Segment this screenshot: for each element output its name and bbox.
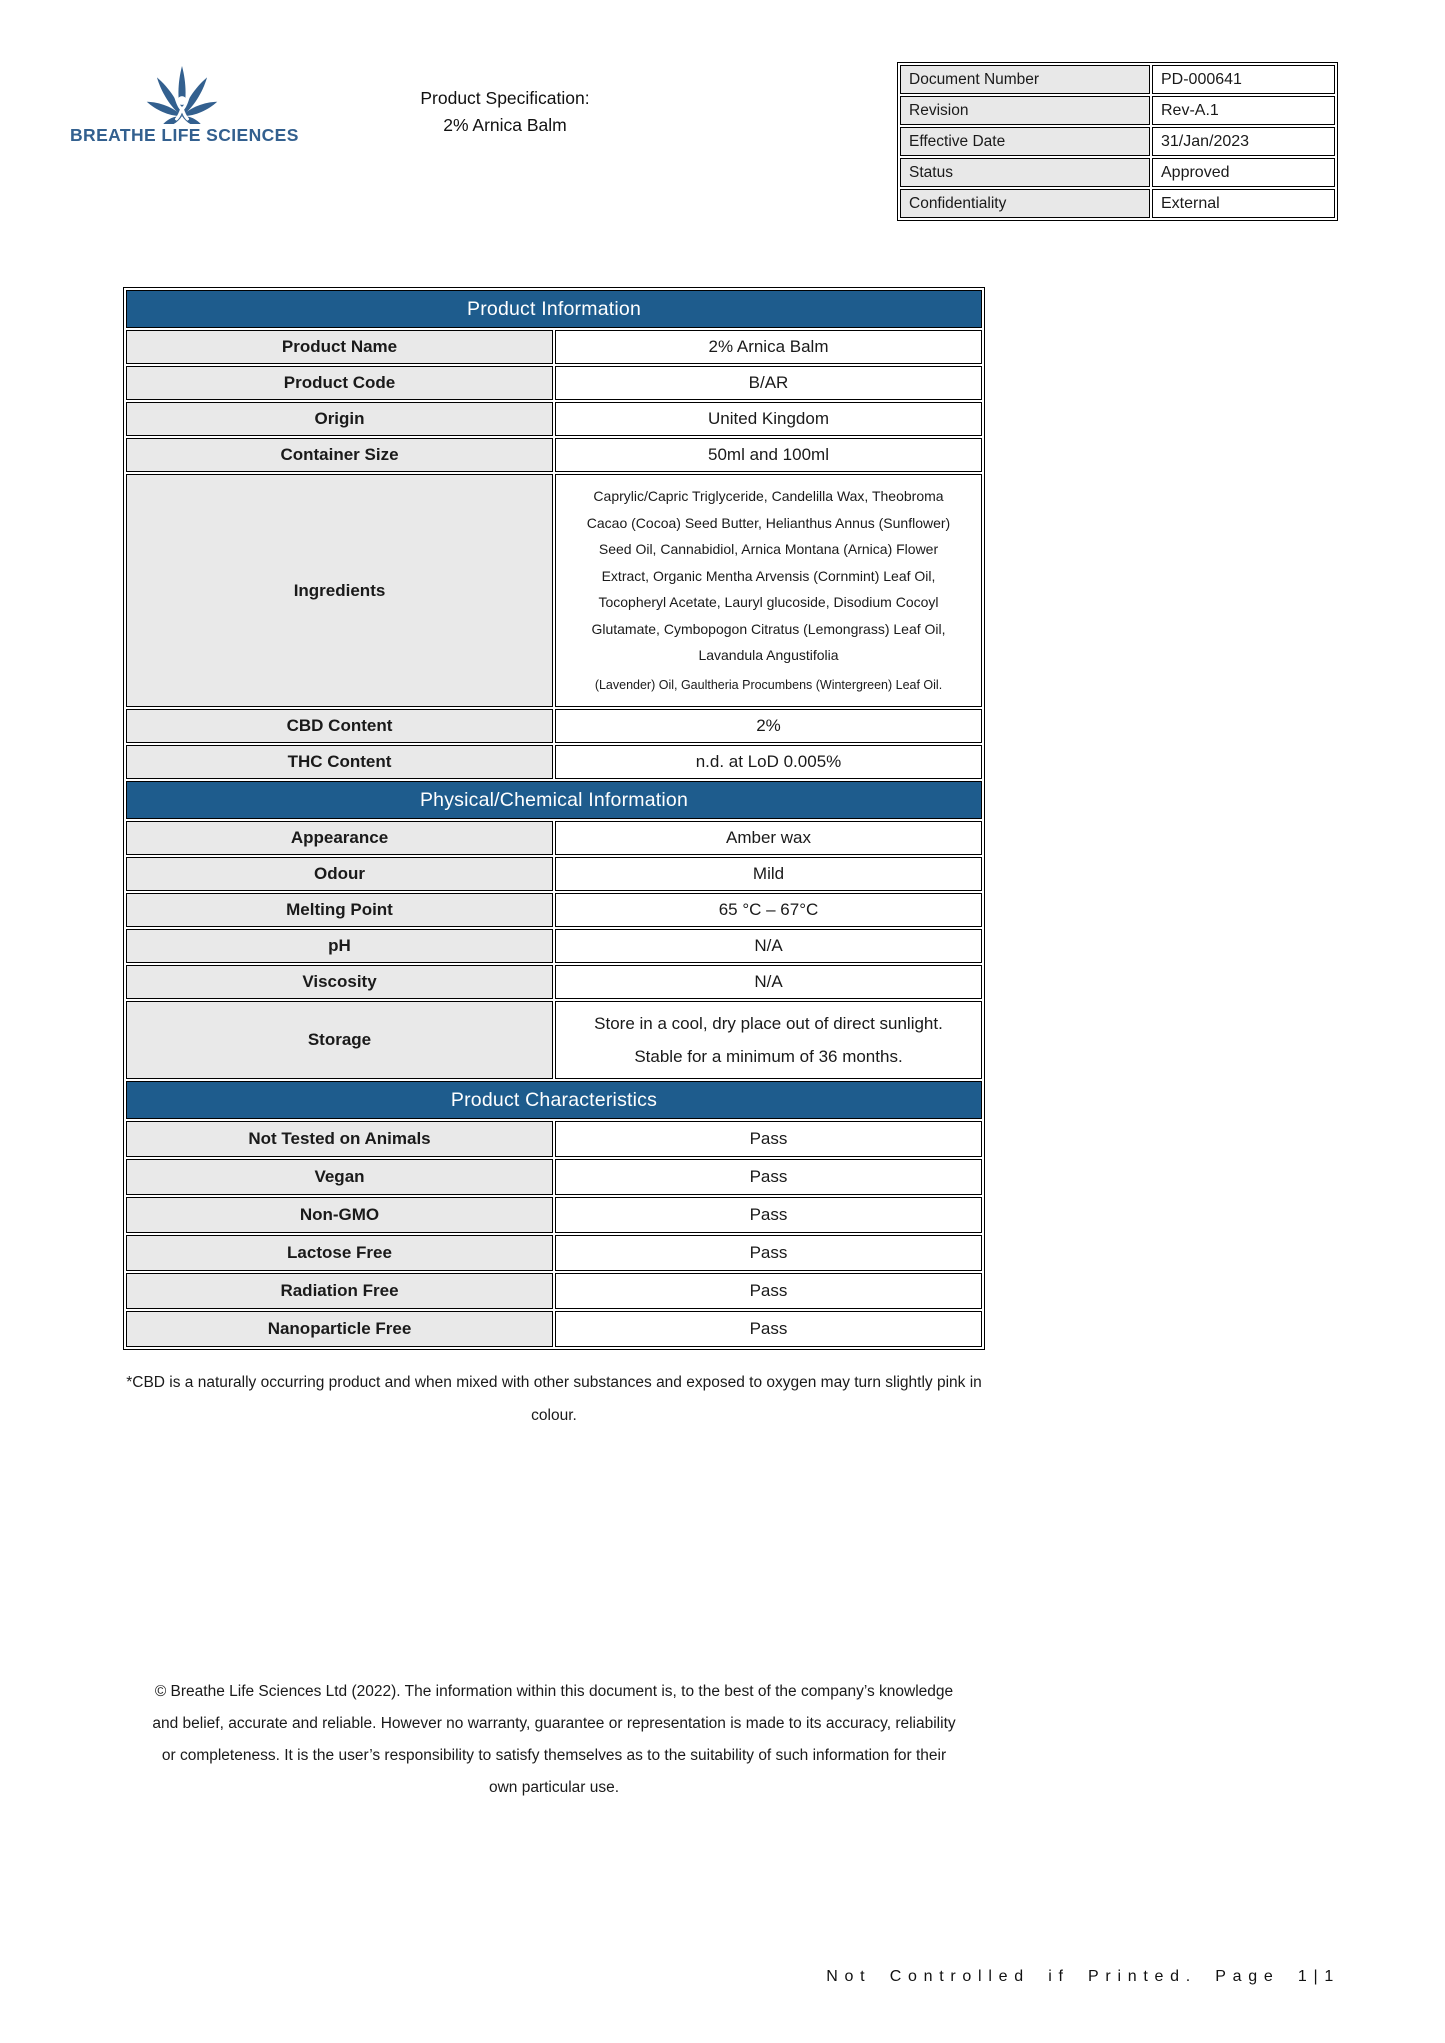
ingredients-small-text: (Lavender) Oil, Gaultheria Procumbens (Wintergreen) Leaf Oil. bbox=[594, 677, 943, 692]
doc-info-value: External bbox=[1152, 189, 1335, 218]
spec-label: Origin bbox=[126, 402, 553, 436]
spec-label: THC Content bbox=[126, 745, 553, 779]
spec-value: B/AR bbox=[555, 366, 982, 400]
spec-value: Pass bbox=[555, 1197, 982, 1233]
spec-row bbox=[126, 821, 982, 855]
spec-label: Vegan bbox=[126, 1159, 553, 1195]
doc-info-body bbox=[900, 65, 1335, 218]
doc-info-row bbox=[900, 158, 1335, 187]
spec-row bbox=[126, 709, 982, 743]
page-title bbox=[355, 85, 655, 139]
cannabis-leaf-icon bbox=[107, 58, 257, 124]
doc-info-value: Rev-A.1 bbox=[1152, 96, 1335, 125]
section-header: Product Characteristics bbox=[126, 1081, 982, 1119]
section-header-row bbox=[126, 1081, 982, 1119]
spec-label: Product Code bbox=[126, 366, 553, 400]
doc-info-label: Effective Date bbox=[900, 127, 1150, 156]
spec-label: Container Size bbox=[126, 438, 553, 472]
spec-label: pH bbox=[126, 929, 553, 963]
spec-value: Mild bbox=[555, 857, 982, 891]
spec-value: United Kingdom bbox=[555, 402, 982, 436]
spec-row bbox=[126, 438, 982, 472]
spec-row bbox=[126, 1121, 982, 1157]
doc-info-row bbox=[900, 127, 1335, 156]
spec-row bbox=[126, 1159, 982, 1195]
doc-info-value: 31/Jan/2023 bbox=[1152, 127, 1335, 156]
doc-info-row bbox=[900, 65, 1335, 94]
spec-row bbox=[126, 1273, 982, 1309]
spec-row bbox=[126, 330, 982, 364]
section-header: Physical/Chemical Information bbox=[126, 781, 982, 819]
doc-info-table bbox=[897, 62, 1338, 221]
spec-value: 65 °C – 67°C bbox=[555, 893, 982, 927]
spec-value: n.d. at LoD 0.005% bbox=[555, 745, 982, 779]
spec-label: Ingredients bbox=[126, 474, 553, 707]
spec-table-body bbox=[126, 290, 982, 1347]
doc-info-label: Document Number bbox=[900, 65, 1150, 94]
logo bbox=[70, 58, 299, 146]
page-title-line2: 2% Arnica Balm bbox=[443, 115, 567, 135]
spec-row bbox=[126, 1235, 982, 1271]
spec-row bbox=[126, 1001, 982, 1079]
spec-label: Appearance bbox=[126, 821, 553, 855]
section-header-row bbox=[126, 290, 982, 328]
spec-value: Amber wax bbox=[555, 821, 982, 855]
brand-text: BREATHE LIFE SCIENCES bbox=[70, 125, 299, 145]
doc-info-value: PD-000641 bbox=[1152, 65, 1335, 94]
spec-label: Nanoparticle Free bbox=[126, 1311, 553, 1347]
doc-info-label: Confidentiality bbox=[900, 189, 1150, 218]
spec-value: Pass bbox=[555, 1159, 982, 1195]
spec-row bbox=[126, 929, 982, 963]
spec-row bbox=[126, 893, 982, 927]
spec-value bbox=[555, 474, 982, 707]
spec-row bbox=[126, 402, 982, 436]
spec-label: Not Tested on Animals bbox=[126, 1121, 553, 1157]
spec-label: Storage bbox=[126, 1001, 553, 1079]
doc-info-value: Approved bbox=[1152, 158, 1335, 187]
cbd-footnote: *CBD is a naturally occurring product and when mixed with other substances and exposed to oxygen may turn slightly pink in colour. bbox=[126, 1374, 982, 1424]
spec-value: N/A bbox=[555, 965, 982, 999]
spec-label: Odour bbox=[126, 857, 553, 891]
spec-row bbox=[126, 366, 982, 400]
page-title-line1: Product Specification: bbox=[420, 88, 590, 108]
spec-row bbox=[126, 745, 982, 779]
spec-row bbox=[126, 965, 982, 999]
spec-value: Pass bbox=[555, 1311, 982, 1347]
spec-value: Pass bbox=[555, 1235, 982, 1271]
ingredients-main-text: Caprylic/Capric Triglyceride, Candelilla Wax, Theobroma Cacao (Cocoa) Seed Butter, Helianthus Annus (Sunflower) Seed Oil, Cannabidiol, Arnica Montana (Arnica) Flower Extract, Organic Mentha Arvensis (Cornmint) Leaf Oil, Tocopheryl Acetate, Lauryl glucoside, Disodium Cocoyl Glutamate, Cymbopogon Citratus (Lemongrass) Leaf Oil, Lavandula Angustifolia bbox=[586, 488, 951, 663]
spec-value: N/A bbox=[555, 929, 982, 963]
doc-info-row bbox=[900, 189, 1335, 218]
section-header: Product Information bbox=[126, 290, 982, 328]
doc-info-row bbox=[900, 96, 1335, 125]
spec-value: 2% Arnica Balm bbox=[555, 330, 982, 364]
spec-value: 50ml and 100ml bbox=[555, 438, 982, 472]
doc-info-label: Status bbox=[900, 158, 1150, 187]
page-footer: Not Controlled if Printed. Page 1|1 bbox=[826, 1968, 1340, 1985]
spec-label: CBD Content bbox=[126, 709, 553, 743]
section-header-row bbox=[126, 781, 982, 819]
doc-info-label: Revision bbox=[900, 96, 1150, 125]
spec-table bbox=[123, 287, 985, 1350]
spec-row bbox=[126, 1197, 982, 1233]
spec-label: Non-GMO bbox=[126, 1197, 553, 1233]
copyright-notice: © Breathe Life Sciences Ltd (2022). The information within this document is, to the best of the company’s knowledge and belief, accurate and reliable. However no warranty, guarantee or representation is made to its accuracy, reliability or completeness. It is the user’s responsibility to satisfy themselves as to the suitability of such information for their own particular use. bbox=[152, 1683, 956, 1796]
spec-label: Product Name bbox=[126, 330, 553, 364]
spec-row bbox=[126, 857, 982, 891]
spec-row bbox=[126, 1311, 982, 1347]
spec-label: Radiation Free bbox=[126, 1273, 553, 1309]
spec-label: Lactose Free bbox=[126, 1235, 553, 1271]
spec-label: Melting Point bbox=[126, 893, 553, 927]
spec-label: Viscosity bbox=[126, 965, 553, 999]
spec-value: 2% bbox=[555, 709, 982, 743]
spec-value: Pass bbox=[555, 1273, 982, 1309]
spec-value: Store in a cool, dry place out of direct sunlight. Stable for a minimum of 36 months. bbox=[555, 1001, 982, 1079]
spec-value: Pass bbox=[555, 1121, 982, 1157]
spec-row bbox=[126, 474, 982, 707]
